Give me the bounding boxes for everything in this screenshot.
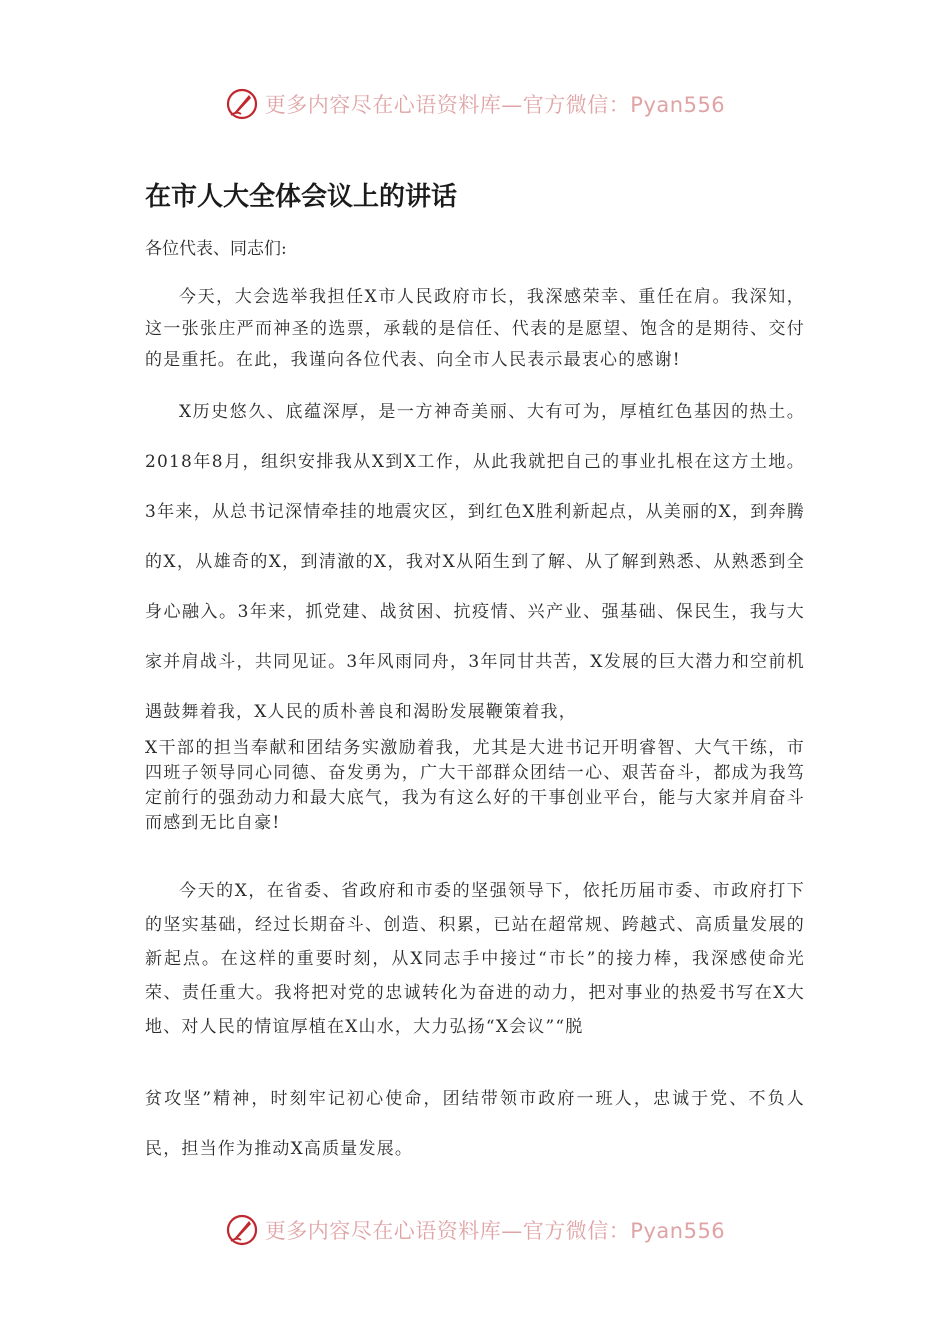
watermark-text: 更多内容尽在心语资料库—官方微信：Pyan556	[264, 1219, 726, 1243]
paragraph: 贫攻坚”精神，时刻牢记初心使命，团结带领市政府一班人，忠诚于党、不负人民，担当作为推动X高质量发展。	[145, 1089, 805, 1159]
quill-pen-icon	[225, 87, 259, 121]
watermark-text: 更多内容尽在心语资料库—官方微信：Pyan556	[264, 93, 726, 117]
paragraph: X历史悠久、底蕴深厚，是一方神奇美丽、大有可为，厚植红色基因的热土。2018年8月，组织安排我从X到X工作，从此我就把自己的事业扎根在这方土地。3年来，从总书记深情牵挂的地震灾区，到红色X胜利新起点，从美丽的X，到奔腾的X，从雄奇的X，到清澈的X，我对X从陌生到了解、从了解到熟悉、从熟悉到全身心融入。3年来，抓党建、战贫困、抗疫情、兴产业、强基础、保民生，我与大家并肩战斗，共同见证。3年风雨同舟，3年同甘共苦，X发展的巨大潜力和空前机遇鼓舞着我，X人民的质朴善良和渴盼发展鞭策着我，	[145, 402, 805, 722]
paragraph: 今天，大会选举我担任X市人民政府市长，我深感荣幸、重任在肩。我深知，这一张张庄严而神圣的选票，承载的是信任、代表的是愿望、饱含的是期待、交付的是重托。在此，我谨向各位代表、向全市人民表示最衷心的感谢!	[145, 287, 805, 370]
watermark-footer	[0, 1210, 950, 1250]
paragraph: X干部的担当奉献和团结务实激励着我，尤其是大进书记开明睿智、大气干练，市四班子领导同心同德、奋发勇为，广大干部群众团结一心、艰苦奋斗，都成为我笃定前行的强劲动力和最大底气，我为有这么好的干事创业平台，能与大家并肩奋斗而感到无比自豪!	[145, 738, 805, 833]
watermark-header	[0, 84, 950, 124]
quill-pen-icon	[225, 1213, 259, 1247]
document-title: 在市人大全体会议上的讲话	[145, 182, 458, 212]
salutation: 各位代表、同志们:	[145, 239, 287, 259]
paragraph: 今天的X，在省委、省政府和市委的坚强领导下，依托历届市委、市政府打下的坚实基础，经过长期奋斗、创造、积累，已站在超常规、跨越式、高质量发展的新起点。在这样的重要时刻，从X同志手中接过“市长”的接力棒，我深感使命光荣、责任重大。我将把对党的忠诚转化为奋进的动力，把对事业的热爱书写在X大地、对人民的情谊厚植在X山水，大力弘扬“X会议”“脱	[145, 881, 805, 1037]
